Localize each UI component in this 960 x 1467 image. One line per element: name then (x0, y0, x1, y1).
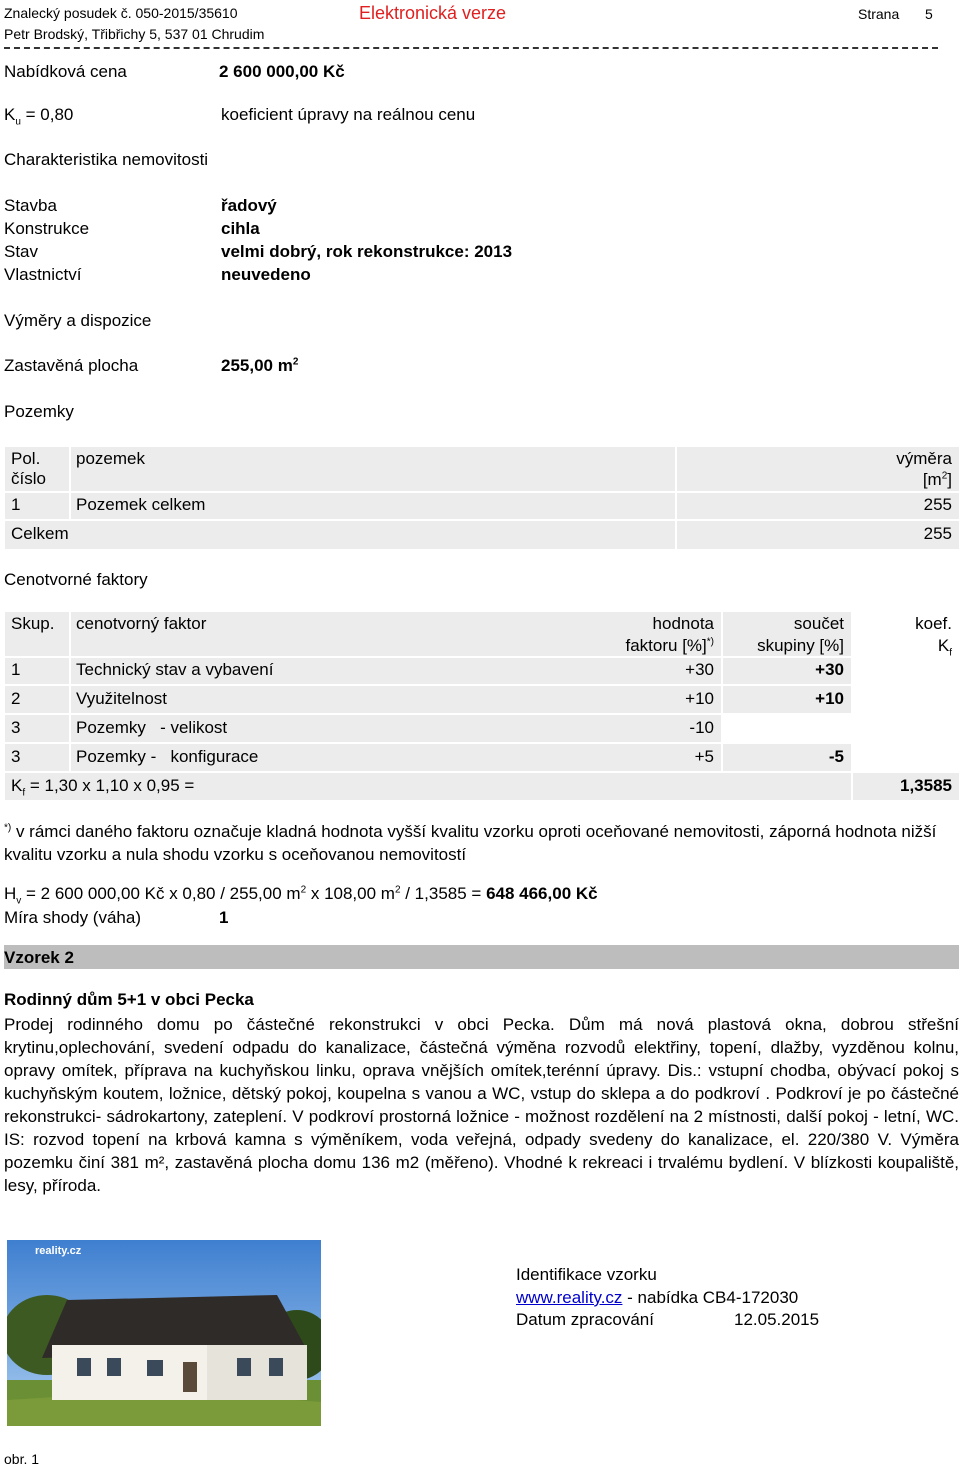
kf-result: 1,3585 (900, 776, 952, 795)
factor-row-sum: +10 (815, 689, 844, 708)
factor-col-name: cenotvorný faktor (76, 614, 207, 633)
land-col-area-label: výměra (896, 449, 952, 468)
hv-formula: $H_v = 2$ 600 000,00 Kč x 0,80 / 255,00 $m^2$ x 108,00 $m^2 / 1,3585 = 648$ 466,00 Kč (4, 884, 598, 907)
char-value-konstrukce: cihla (221, 219, 260, 238)
factor-row-name: Využitelnost (76, 689, 168, 708)
factor-row-value: +10 (685, 689, 714, 708)
kf-formula: $K_f = 1,30$ x 1,10 x 0,95 = (11, 776, 195, 799)
factor-row-name: Pozemky - konfigurace (76, 747, 259, 766)
factor-row-group: 2 (11, 689, 21, 708)
factor-col-group: Skup. (11, 614, 55, 633)
sample-photo (7, 1240, 321, 1426)
author-address: Petr Brodský, Třibřichy 5, 537 01 Chrudim (4, 26, 265, 42)
processing-date-value: 12.05.2015 (734, 1310, 820, 1329)
page-label: Strana (858, 6, 900, 22)
factor-row-value: +5 (694, 747, 714, 766)
sample-description: Prodej rodinného domu po částečné rekonstrukci v obci Pecka. Dům má nová plastová okna, dobrou střešní krytinu,oplechování, svedení odpadu do kanalizace, částečná výměna rozvodů elektřiny, topení, dlažby, vyzděnou kolnu, opravy omítek, příprava na kuchyňskou linku, oprava vnějších omítek,terénní úpravy. Dis.: vstupní chodba, obývací pokoj s kuchyňským koutem, ložnice, dětský pokoj, koupelna s vanou a WC, vstup do sklepa a do podkroví . Podkroví je po částečné rekonstrukci- sádrokartony, zateplení. V podkroví prostorná ložnice - možnost rozdělení na 2 místnosti, další pokoj - letní, WC. IS: rozvod topení na krbová kamna s výměníkem, voda veřejná, odpady svedeny do kanalizace, el. 220/380 V. Výměra pozemku činí 381 m², zastavěná plocha domu 136 m2 (měřeno). Vhodné k rekreaci i trvalému bydlení. V blízkosti koupaliště, lesy, příroda. (4, 1015, 959, 1195)
doc-reference: Znalecký posudek č. 050-2015/35610 (4, 5, 238, 21)
sample-identification-title: Identifikace vzorku (516, 1265, 657, 1284)
electronic-version-label: Elektronická verze (359, 3, 507, 23)
factor-col-coef-2: $K_f$ (937, 636, 952, 659)
land-row-area: 255 (923, 495, 952, 514)
header-divider (4, 47, 938, 49)
weight-value: 1 (219, 908, 229, 927)
char-label-konstrukce: Konstrukce (4, 219, 90, 238)
char-label-stav: Stav (4, 242, 39, 261)
characteristics-heading: Charakteristika nemovitosti (4, 150, 209, 169)
factor-row-group: 1 (11, 660, 21, 679)
factor-col-coef-1: koef. (915, 614, 952, 633)
sample-section-title: Vzorek 2 (4, 948, 74, 967)
land-total-label: Celkem (11, 524, 69, 543)
factor-row-value: +30 (685, 660, 714, 679)
footnote: *) v rámci daného faktoru označuje kladná hodnota vyšší kvalitu vzorku oproti oceňované nemovitosti, záporná hodnota nižší kvalitu vzorku a nula shodu vzorku s oceňovanou nemovitostí (4, 822, 937, 864)
ku-coefficient: $K_u = 0,80$ (4, 105, 74, 128)
char-label-stavba: Stavba (4, 196, 57, 215)
land-heading: Pozemky (4, 402, 74, 421)
sample-title: Rodinný dům 5+1 v obci Pecka (4, 990, 254, 1009)
land-row-number: 1 (11, 495, 21, 514)
factor-row-sum: +30 (815, 660, 844, 679)
land-total-value: 255 (923, 524, 952, 543)
source-link[interactable]: www.reality.cz (516, 1288, 623, 1307)
built-area-value: 255,00 $m^2$ (221, 356, 299, 375)
sample-section-bar (4, 945, 959, 969)
land-col-name: pozemek (76, 449, 145, 468)
page-number: 5 (925, 6, 933, 22)
factor-col-value-1: hodnota (652, 614, 714, 633)
weight-label: Míra shody (váha) (4, 908, 141, 927)
photo-caption: obr. 1 (4, 1451, 40, 1467)
offer-price-label: Nabídková cena (4, 62, 127, 81)
land-row-name: Pozemek celkem (76, 495, 206, 514)
land-col-area-unit: $[m^2]$ (922, 470, 952, 489)
processing-date-label: Datum zpracování (516, 1310, 654, 1329)
areas-heading: Výměry a dispozice (4, 311, 152, 330)
factor-row-name: Pozemky - velikost (76, 718, 228, 737)
factor-row-sum: -5 (828, 747, 844, 766)
factor-row-group: 3 (11, 718, 21, 737)
sample-source: www.reality.cz - nabídka CB4-172030 (516, 1288, 799, 1307)
factor-col-sum-2: skupiny [%] (757, 636, 844, 655)
factor-col-sum-1: součet (793, 614, 844, 633)
price-factors-heading: Cenotvorné faktory (4, 570, 148, 589)
factor-col-value-2: faktoru [%]*) (625, 636, 714, 655)
char-value-stavba: řadový (221, 196, 277, 215)
offer-price-value: 2 600 000,00 Kč (219, 62, 345, 81)
land-col-number: Pol. číslo (11, 449, 46, 488)
char-value-vlastnictvi: neuvedeno (221, 265, 311, 284)
char-label-vlastnictvi: Vlastnictví (4, 265, 82, 284)
photo-watermark: reality.cz (35, 1245, 82, 1257)
char-value-stav: velmi dobrý, rok rekonstrukce: 2013 (221, 242, 513, 261)
factor-row-name: Technický stav a vybavení (76, 660, 274, 679)
factor-row-group: 3 (11, 747, 21, 766)
built-area-label: Zastavěná plocha (4, 356, 139, 375)
ku-description: koeficient úpravy na reálnou cenu (221, 105, 476, 124)
factor-row-value: -10 (689, 718, 714, 737)
